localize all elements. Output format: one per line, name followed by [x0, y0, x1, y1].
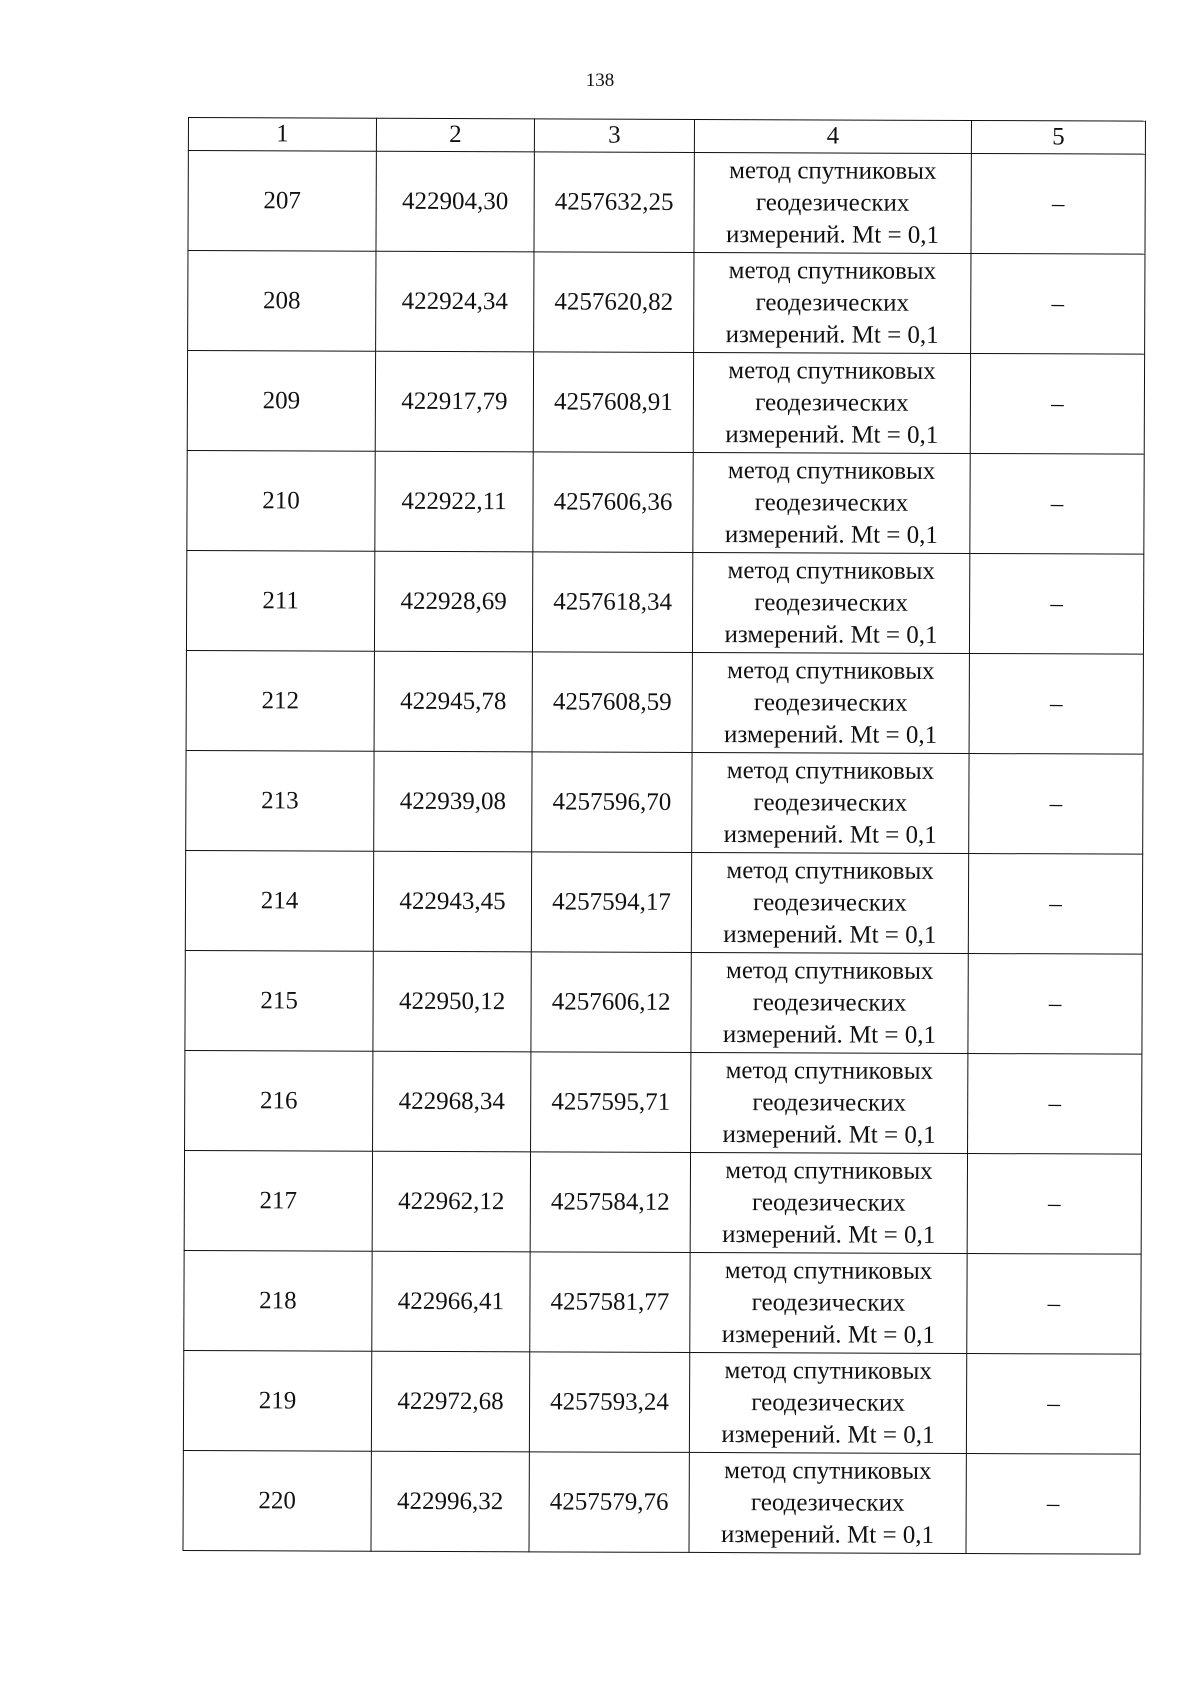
point-number-cell: 216 — [185, 1050, 373, 1151]
method-line-1: метод спутниковых — [727, 556, 936, 585]
table-row — [183, 1450, 1140, 1554]
note-cell: – — [966, 1353, 1140, 1454]
method-line-2: геодезических — [751, 1388, 905, 1417]
method-line-3: измерений. Mt = 0,1 — [720, 1520, 935, 1549]
method-cell — [693, 452, 970, 553]
method-cell — [691, 1052, 968, 1153]
point-number-cell: 211 — [186, 550, 374, 651]
method-line-3: измерений. Mt = 0,1 — [724, 520, 938, 549]
method-cell — [692, 752, 969, 853]
method-line-3: измерений. Mt = 0,1 — [722, 1220, 936, 1249]
method-cell — [690, 1252, 967, 1353]
method-line-1: метод спутниковых — [727, 656, 935, 685]
method-line-3: измерений. Mt = 0,1 — [725, 220, 940, 249]
method-line-2: геодезических — [752, 988, 907, 1017]
y-coordinate-cell: 4257584,12 — [530, 1152, 690, 1253]
table-row — [186, 550, 1143, 654]
header-col-4: 4 — [694, 119, 971, 153]
note-cell: – — [966, 1453, 1140, 1554]
x-coordinate-cell: 422922,11 — [375, 451, 533, 552]
point-number-cell: 217 — [184, 1150, 372, 1251]
x-coordinate-cell: 422996,32 — [371, 1451, 529, 1552]
x-coordinate-cell: 422943,45 — [373, 851, 531, 952]
coordinates-table — [182, 117, 1145, 1555]
y-coordinate-cell: 4257594,17 — [531, 852, 691, 953]
note-cell: – — [971, 154, 1145, 255]
method-line-2: геодезических — [755, 388, 909, 417]
table-row — [185, 950, 1142, 1054]
note-cell: – — [967, 1154, 1141, 1255]
method-line-1: метод спутниковых — [729, 156, 937, 185]
table-row — [183, 1350, 1140, 1454]
method-cell — [692, 552, 969, 653]
point-number-cell: 220 — [183, 1450, 371, 1551]
x-coordinate-cell: 422924,34 — [376, 251, 534, 352]
table-row — [187, 351, 1144, 455]
point-number-cell: 213 — [186, 750, 374, 851]
point-number-cell: 218 — [184, 1250, 372, 1351]
method-line-2: геодезических — [754, 588, 908, 617]
x-coordinate-cell: 422968,34 — [373, 1051, 531, 1152]
table-row — [188, 151, 1145, 255]
method-cell — [693, 352, 970, 453]
y-coordinate-cell: 4257593,24 — [529, 1352, 689, 1453]
method-line-1: метод спутниковых — [725, 956, 934, 985]
method-line-2: геодезических — [751, 1188, 906, 1217]
note-cell: – — [968, 1054, 1142, 1155]
method-line-2: геодезических — [753, 788, 908, 817]
method-line-1: метод спутниковых — [724, 1356, 932, 1385]
y-coordinate-cell: 4257606,12 — [531, 952, 691, 1053]
table-row — [185, 1050, 1142, 1154]
x-coordinate-cell: 422917,79 — [375, 351, 533, 452]
method-line-3: измерений. Mt = 0,1 — [722, 1120, 936, 1149]
note-cell: – — [969, 654, 1143, 755]
method-cell — [691, 852, 968, 953]
method-line-3: измерений. Mt = 0,1 — [725, 420, 939, 449]
table-row — [188, 251, 1145, 355]
x-coordinate-cell: 422966,41 — [372, 1251, 530, 1352]
y-coordinate-cell: 4257581,77 — [530, 1252, 690, 1353]
method-line-2: геодезических — [750, 1488, 905, 1517]
note-cell: – — [967, 1254, 1141, 1355]
table-row — [185, 850, 1142, 954]
method-line-1: метод спутниковых — [728, 256, 937, 285]
header-col-2: 2 — [376, 118, 534, 152]
method-line-3: измерений. Mt = 0,1 — [723, 920, 937, 949]
x-coordinate-cell: 422928,69 — [374, 551, 532, 652]
note-cell: – — [969, 754, 1143, 855]
note-cell: – — [968, 854, 1142, 955]
point-number-cell: 208 — [188, 251, 376, 352]
method-line-2: геодезических — [755, 288, 910, 317]
x-coordinate-cell: 422939,08 — [374, 751, 532, 852]
point-number-cell: 209 — [187, 351, 375, 452]
y-coordinate-cell: 4257595,71 — [531, 1052, 691, 1153]
point-number-cell: 215 — [185, 950, 373, 1051]
method-line-3: измерений. Mt = 0,1 — [723, 820, 937, 849]
method-cell — [690, 1152, 967, 1253]
y-coordinate-cell: 4257596,70 — [532, 752, 692, 853]
y-coordinate-cell: 4257618,34 — [532, 552, 692, 653]
method-line-1: метод спутниковых — [724, 1256, 933, 1285]
method-line-2: геодезических — [751, 1288, 906, 1317]
y-coordinate-cell: 4257579,76 — [529, 1452, 689, 1553]
table-row — [187, 450, 1144, 554]
y-coordinate-cell: 4257608,91 — [533, 352, 693, 453]
note-cell: – — [970, 354, 1144, 455]
header-col-3: 3 — [534, 119, 694, 153]
method-line-3: измерений. Mt = 0,1 — [721, 1320, 935, 1349]
table-row — [186, 750, 1143, 854]
x-coordinate-cell: 422962,12 — [372, 1151, 530, 1252]
point-number-cell: 219 — [183, 1350, 371, 1451]
method-line-1: метод спутниковых — [728, 356, 936, 385]
point-number-cell: 207 — [188, 151, 376, 252]
note-cell: – — [969, 554, 1143, 655]
page-number: 138 — [585, 70, 615, 91]
point-number-cell: 214 — [185, 850, 373, 951]
method-line-1: метод спутниковых — [726, 856, 934, 885]
table-row — [186, 650, 1143, 754]
y-coordinate-cell: 4257632,25 — [534, 152, 694, 253]
method-cell — [689, 1352, 966, 1453]
table-body — [183, 151, 1145, 1555]
method-line-2: геодезических — [754, 488, 909, 517]
y-coordinate-cell: 4257606,36 — [533, 452, 693, 553]
note-cell: – — [970, 454, 1144, 555]
point-number-cell: 210 — [187, 450, 375, 551]
method-line-2: геодезических — [755, 188, 910, 217]
note-cell: – — [968, 954, 1142, 1055]
y-coordinate-cell: 4257620,82 — [534, 252, 694, 353]
method-line-2: геодезических — [752, 1088, 907, 1117]
method-line-1: метод спутниковых — [726, 756, 935, 785]
method-cell — [694, 252, 971, 353]
method-line-1: метод спутниковых — [727, 456, 936, 485]
y-coordinate-cell: 4257608,59 — [532, 652, 692, 753]
x-coordinate-cell: 422945,78 — [374, 651, 532, 752]
method-cell — [689, 1452, 966, 1553]
x-coordinate-cell: 422972,68 — [371, 1351, 529, 1452]
method-line-3: измерений. Mt = 0,1 — [724, 720, 938, 749]
method-cell — [691, 952, 968, 1053]
header-col-1: 1 — [188, 118, 376, 152]
table-row — [184, 1250, 1141, 1354]
x-coordinate-cell: 422904,30 — [376, 151, 534, 252]
method-line-2: геодезических — [753, 688, 908, 717]
note-cell: – — [971, 254, 1145, 355]
method-line-2: геодезических — [753, 888, 907, 917]
table-header — [188, 118, 1145, 155]
method-line-3: измерений. Mt = 0,1 — [722, 1020, 937, 1049]
method-cell — [694, 152, 971, 253]
header-col-5: 5 — [971, 121, 1145, 155]
method-line-3: измерений. Mt = 0,1 — [724, 620, 938, 649]
header-row — [188, 118, 1145, 155]
point-number-cell: 212 — [186, 650, 374, 751]
method-line-3: измерений. Mt = 0,1 — [725, 320, 939, 349]
method-line-1: метод спутниковых — [725, 1156, 933, 1185]
method-line-1: метод спутниковых — [724, 1456, 932, 1485]
x-coordinate-cell: 422950,12 — [373, 951, 531, 1052]
method-line-3: измерений. Mt = 0,1 — [721, 1420, 935, 1449]
method-line-1: метод спутниковых — [725, 1056, 934, 1085]
method-cell — [692, 652, 969, 753]
table-row — [184, 1150, 1141, 1254]
